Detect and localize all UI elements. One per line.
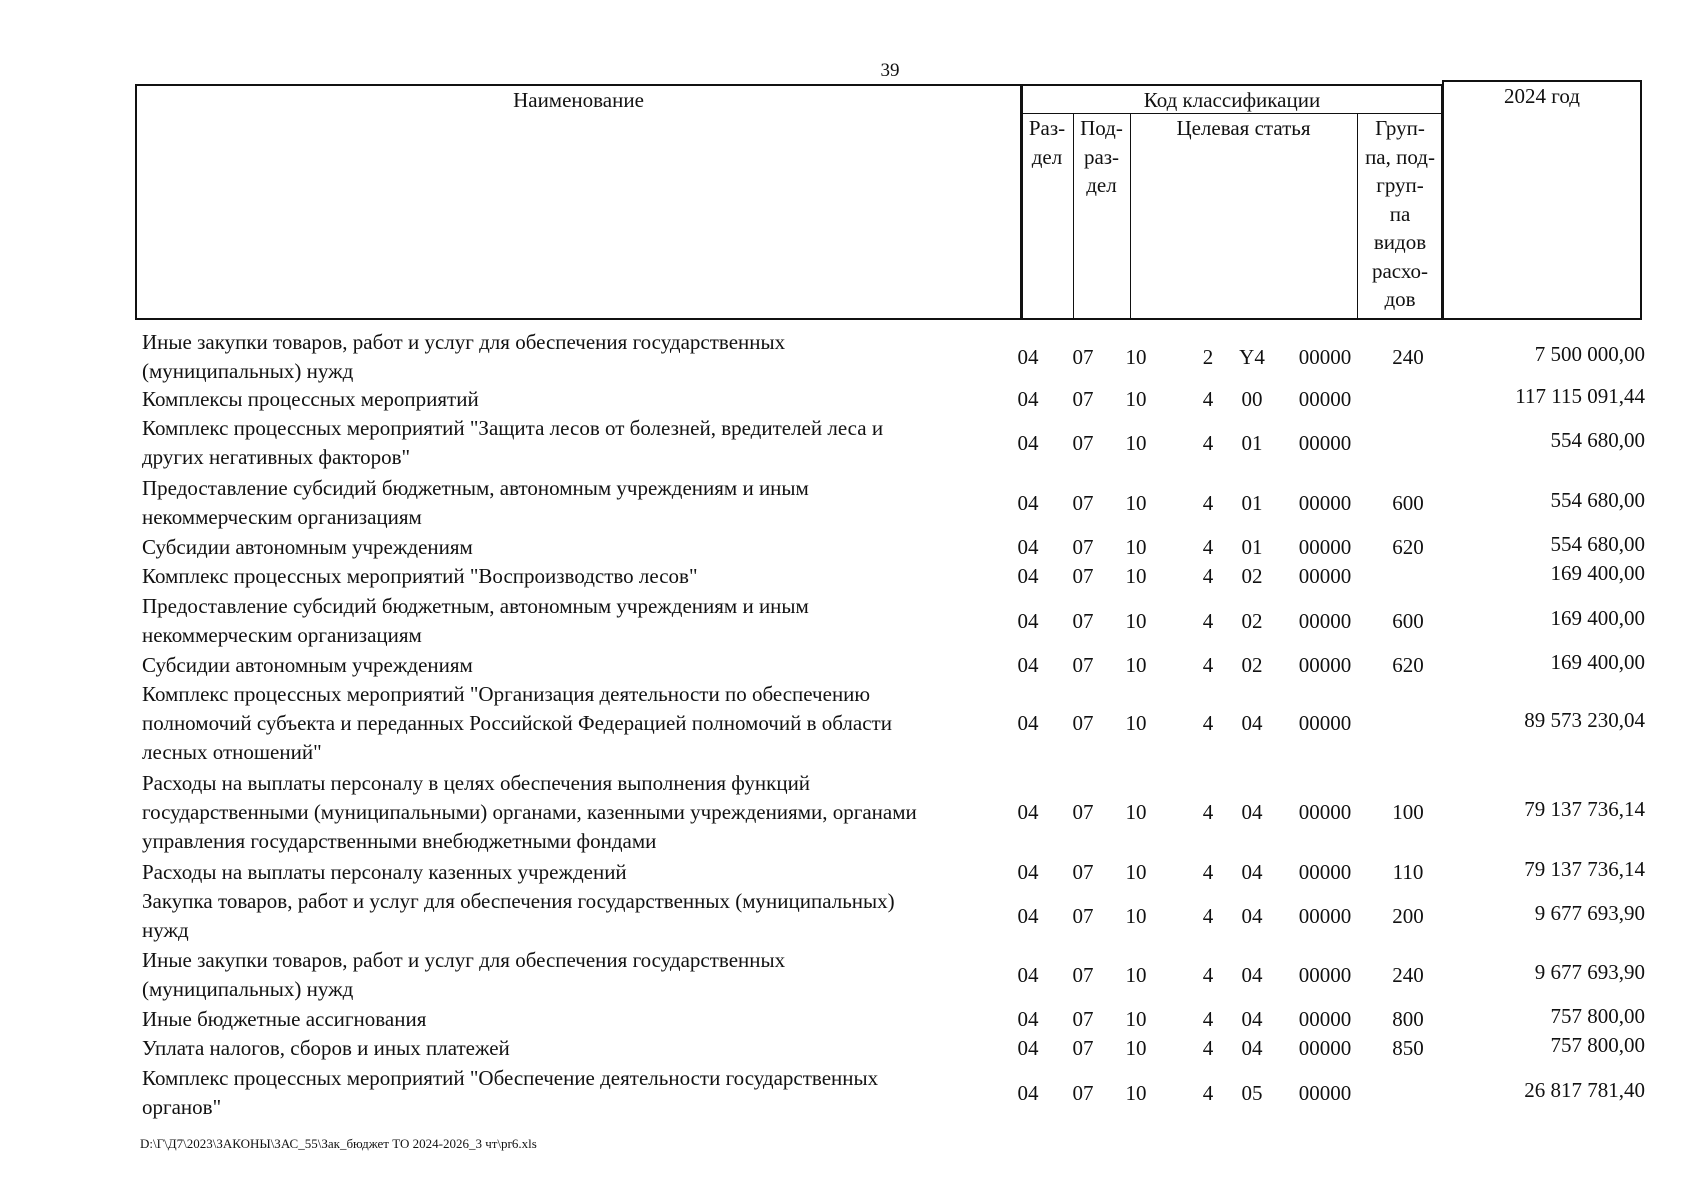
code-rz: 04 [1017,1081,1039,1105]
row-name [142,414,1022,472]
row-name-line: Расходы на выплаты персоналу казенных учреждений [142,860,627,884]
code-vr: 110 [1392,860,1424,884]
code-t4: 00000 [1298,535,1352,559]
code-t3: 01 [1241,431,1263,455]
row-name [142,680,1022,767]
row-name [142,592,1022,650]
row-name-line: Закупка товаров, работ и услуг для обеспечения государственных (муниципальных) [142,889,895,913]
table-row [135,474,1645,532]
header-year: 2024 год [1504,84,1580,108]
code-t3: 01 [1241,535,1263,559]
amount: 79 137 736,14 [1524,797,1645,821]
code-t1: 10 [1125,491,1147,515]
header-code: Код классификации [1143,88,1321,112]
amount: 169 400,00 [1550,561,1645,585]
code-t1: 10 [1125,535,1147,559]
row-name [142,887,1022,945]
table-row [135,414,1645,472]
code-rz: 04 [1017,800,1039,824]
header-group-line: видов [1373,230,1427,254]
table-row [135,1064,1645,1122]
table-row [135,651,1645,680]
code-t3: 02 [1241,609,1263,633]
row-name-line: Иные закупки товаров, работ и услуг для обеспечения государственных [142,948,786,972]
code-t1: 10 [1125,387,1147,411]
table-row [135,385,1645,414]
row-name-line: Комплекс процессных мероприятий "Воспроизводство лесов" [142,564,698,588]
row-name-line: Комплекс процессных мероприятий "Защита лесов от болезней, вредителей леса и [142,416,884,440]
amount: 117 115 091,44 [1515,384,1645,408]
file-path: D:\Г\Д7\2023\ЗАКОНЫ\ЗАС_55\Зак_бюджет ТО 2024-2026_3 чт\pr6.xls [140,1136,537,1151]
code-t1: 10 [1125,1007,1147,1031]
code-t2: 4 [1202,491,1214,515]
code-t2: 4 [1202,860,1214,884]
amount: 554 680,00 [1550,428,1645,452]
header-group-line: па [1389,201,1411,226]
code-t4: 00000 [1298,491,1352,515]
code-pr: 07 [1072,491,1094,515]
row-name-line: Иные бюджетные ассигнования [142,1007,427,1031]
code-rz: 04 [1017,564,1039,588]
code-t4: 00000 [1298,904,1352,928]
row-name [142,1034,1022,1063]
row-name-line: Комплекс процессных мероприятий "Обеспечение деятельности государственных [142,1066,879,1090]
code-pr: 07 [1072,564,1094,588]
header-podrazdel-line: раз- [1083,144,1120,169]
code-vr: 850 [1392,1036,1424,1060]
row-name-line: Субсидии автономным учреждениям [142,653,473,677]
code-pr: 07 [1072,653,1094,677]
code-vr: 620 [1392,653,1424,677]
row-name [142,474,1022,532]
row-name-line: некоммерческим организациям [142,623,422,647]
header-group-line: па, под- [1365,144,1435,169]
header-group [1357,114,1443,314]
row-name-line: нужд [142,918,189,942]
code-vr: 600 [1392,491,1424,515]
code-t1: 10 [1125,431,1147,455]
code-t2: 4 [1202,800,1214,824]
code-t1: 10 [1125,800,1147,824]
table-row [135,562,1645,591]
amount: 554 680,00 [1550,532,1645,556]
code-pr: 07 [1072,711,1094,735]
header-group-line: расхо- [1371,258,1429,283]
code-t3: 04 [1241,860,1263,884]
code-pr: 07 [1072,1081,1094,1105]
row-name-line: лесных отношений" [142,740,322,764]
code-t3: 04 [1241,800,1263,824]
code-t2: 4 [1202,1007,1214,1031]
row-name-line: полномочий субъекта и переданных Российской Федерацией полномочий в области [142,711,892,735]
table-row [135,533,1645,562]
code-t1: 10 [1125,711,1147,735]
code-t2: 4 [1202,535,1214,559]
code-rz: 04 [1017,653,1039,677]
header-group-line: груп- [1376,173,1424,197]
code-t3: 04 [1241,904,1263,928]
row-name [142,858,1022,887]
header-razdel [1021,114,1073,171]
table-row [135,1034,1645,1063]
header-podrazdel-line: дел [1086,173,1117,197]
code-t3: 05 [1241,1081,1263,1105]
code-t4: 00000 [1298,1036,1352,1060]
row-name [142,946,1022,1004]
header-razdel-line: Раз- [1028,116,1066,140]
code-pr: 07 [1072,1007,1094,1031]
code-rz: 04 [1017,387,1039,411]
code-pr: 07 [1072,345,1094,369]
header-razdel-line: дел [1031,144,1063,169]
header-group-line: Груп- [1375,116,1425,140]
code-t4: 00000 [1298,653,1352,677]
header-podrazdel-line: Под- [1080,116,1123,140]
code-t3: 00 [1241,387,1263,411]
code-t2: 4 [1202,1081,1214,1105]
code-t3: 04 [1241,1007,1263,1031]
amount: 757 800,00 [1550,1033,1645,1057]
code-t1: 10 [1125,1081,1147,1105]
code-t3: 02 [1241,653,1263,677]
code-vr: 240 [1392,963,1424,987]
amount: 9 677 693,90 [1534,901,1645,925]
amount: 9 677 693,90 [1534,960,1645,984]
code-t3: 02 [1241,564,1263,588]
row-name [142,385,1022,414]
code-t1: 10 [1125,1036,1147,1060]
code-rz: 04 [1017,963,1039,987]
row-name-line: Иные закупки товаров, работ и услуг для обеспечения государственных [142,330,786,354]
header-divider [1130,113,1131,320]
code-t3: 04 [1241,1036,1263,1060]
header-podrazdel [1073,114,1130,200]
code-vr: 240 [1392,345,1424,369]
code-t4: 00000 [1298,564,1352,588]
row-name [142,533,1022,562]
row-name-line: Уплата налогов, сборов и иных платежей [142,1036,510,1060]
table-row [135,592,1645,650]
row-name-line: Комплекс процессных мероприятий "Организация деятельности по обеспечению [142,682,871,706]
row-name-line: Предоставление субсидий бюджетным, автономным учреждениям и иным [142,594,809,618]
code-t2: 4 [1202,387,1214,411]
code-t1: 10 [1125,609,1147,633]
code-rz: 04 [1017,431,1039,455]
row-name-line: (муниципальных) нужд [142,977,354,1001]
code-rz: 04 [1017,345,1039,369]
code-t1: 10 [1125,904,1147,928]
row-name [142,769,1022,856]
code-rz: 04 [1017,904,1039,928]
amount: 169 400,00 [1550,606,1645,630]
table-row [135,1005,1645,1034]
code-pr: 07 [1072,1036,1094,1060]
code-vr: 100 [1392,800,1424,824]
amount: 554 680,00 [1550,488,1645,512]
row-name [142,1064,1022,1122]
code-pr: 07 [1072,609,1094,633]
code-t2: 4 [1202,1036,1214,1060]
row-name [142,651,1022,680]
row-name-line: (муниципальных) нужд [142,359,354,383]
code-t1: 10 [1125,860,1147,884]
code-t4: 00000 [1298,609,1352,633]
amount: 79 137 736,14 [1524,857,1645,881]
row-name-line: других негативных факторов" [142,445,411,469]
code-t3: Y4 [1239,345,1265,369]
amount: 169 400,00 [1550,650,1645,674]
code-rz: 04 [1017,1036,1039,1060]
code-vr: 800 [1392,1007,1424,1031]
header-group-line: дов [1384,287,1416,311]
code-t4: 00000 [1298,800,1352,824]
code-t4: 00000 [1298,1007,1352,1031]
page-number: 39 [880,60,900,81]
code-rz: 04 [1017,609,1039,633]
code-rz: 04 [1017,860,1039,884]
code-pr: 07 [1072,800,1094,824]
code-t1: 10 [1125,963,1147,987]
code-t4: 00000 [1298,860,1352,884]
row-name-line: Расходы на выплаты персоналу в целях обеспечения выполнения функций [142,771,811,795]
code-t2: 4 [1202,963,1214,987]
code-t3: 04 [1241,711,1263,735]
code-t1: 10 [1125,564,1147,588]
header-name: Наименование [513,88,644,112]
row-name-line: государственными (муниципальными) органами, казенными учреждениями, органами [142,800,917,824]
row-name [142,562,1022,591]
table-row [135,680,1645,767]
code-t2: 4 [1202,609,1214,633]
code-t3: 01 [1241,491,1263,515]
row-name-line: Комплексы процессных мероприятий [142,387,479,411]
code-t2: 4 [1202,564,1214,588]
header-target: Целевая статья [1176,116,1311,140]
amount: 26 817 781,40 [1524,1078,1645,1102]
code-vr: 620 [1392,535,1424,559]
table-row [135,769,1645,856]
code-t4: 00000 [1298,963,1352,987]
code-t4: 00000 [1298,1081,1352,1105]
code-t1: 10 [1125,345,1147,369]
code-t4: 00000 [1298,345,1352,369]
table-row [135,858,1645,887]
code-t2: 4 [1202,711,1214,735]
code-pr: 07 [1072,963,1094,987]
code-t4: 00000 [1298,431,1352,455]
code-t4: 00000 [1298,387,1352,411]
code-t3: 04 [1241,963,1263,987]
amount: 7 500 000,00 [1534,342,1645,366]
header-year-cell [1442,80,1642,320]
code-t2: 4 [1202,904,1214,928]
row-name-line: Субсидии автономным учреждениям [142,535,473,559]
code-pr: 07 [1072,387,1094,411]
code-pr: 07 [1072,860,1094,884]
code-vr: 600 [1392,609,1424,633]
amount: 89 573 230,04 [1524,708,1645,732]
code-t2: 4 [1202,431,1214,455]
row-name-line: органов" [142,1095,222,1119]
table-row [135,328,1645,386]
table-header [135,80,1640,322]
row-name [142,1005,1022,1034]
table-row [135,946,1645,1004]
table-row [135,887,1645,945]
code-t1: 10 [1125,653,1147,677]
row-name [142,328,1022,386]
code-vr: 200 [1392,904,1424,928]
header-name-cell [135,84,1022,320]
code-rz: 04 [1017,535,1039,559]
code-rz: 04 [1017,1007,1039,1031]
code-pr: 07 [1072,904,1094,928]
code-rz: 04 [1017,711,1039,735]
row-name-line: некоммерческим организациям [142,505,422,529]
code-t2: 2 [1202,345,1214,369]
code-t4: 00000 [1298,711,1352,735]
code-pr: 07 [1072,431,1094,455]
code-t2: 4 [1202,653,1214,677]
row-name-line: управления государственными внебюджетными фондами [142,829,657,853]
code-pr: 07 [1072,535,1094,559]
code-rz: 04 [1017,491,1039,515]
amount: 757 800,00 [1550,1004,1645,1028]
row-name-line: Предоставление субсидий бюджетным, автономным учреждениям и иным [142,476,809,500]
